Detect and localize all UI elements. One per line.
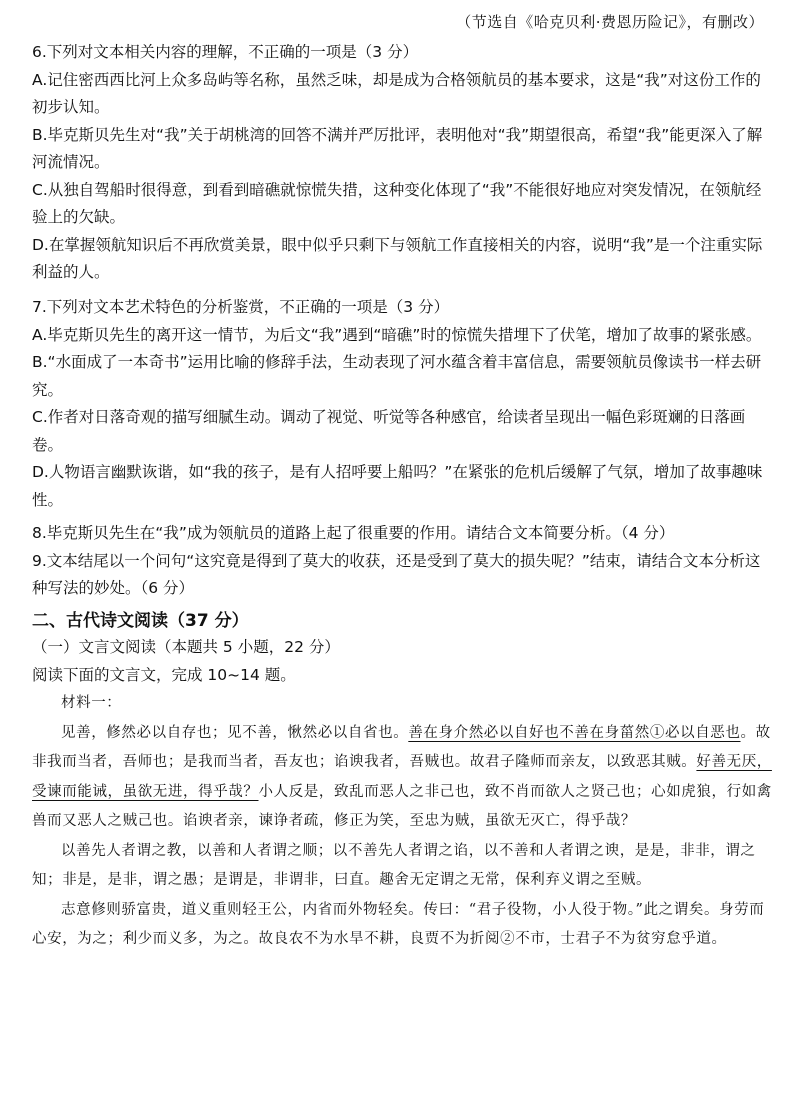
source-note: （节选自《哈克贝利·费恩历险记》，有删改） — [456, 13, 764, 31]
question-6 — [32, 39, 772, 287]
question-6-option-a: A.记住密西西比河上众多岛屿等名称，虽然乏味，却是成为合格领航员的基本要求，这是“我”对这份工作的初步认知。 — [32, 70, 761, 116]
question-7-option-c: C.作者对日落奇观的描写细腻生动。调动了视觉、听觉等各种感官，给读者呈现出一幅色彩斑斓的日落画卷。 — [32, 408, 746, 454]
passage-paragraph-2: 以善先人者谓之教，以善和人者谓之顺；以不善先人者谓之谄，以不善和人者谓之谀，是是，非非，谓之知；非是，是非，谓之愚；是谓是，非谓非，曰直。趣舍无定谓之无常，保利弃义谓之至贼。 — [32, 842, 756, 888]
classical-passage — [32, 689, 772, 955]
passage-paragraph-3: 志意修则骄富贵，道义重则轻王公，内省而外物轻矣。传曰：“君子役物，小人役于物。”此之谓矣。身劳而心安，为之；利少而义多，为之。故良农不为水旱不耕，良贾不为折阅②不市，士君子不为贫穷怠乎道。 — [32, 901, 765, 947]
question-6-stem: 6.下列对文本相关内容的理解，不正确的一项是（3 分） — [32, 43, 419, 61]
question-9: 9.文本结尾以一个问句“这究竟是得到了莫大的收获，还是受到了莫大的损失呢？”结束，请结合文本分析这种写法的妙处。（6 分） — [32, 551, 761, 597]
question-7-stem: 7.下列对文本艺术特色的分析鉴赏，不正确的一项是（3 分） — [32, 298, 450, 316]
passage-text: 见善，修然必以自存也；见不善，愀然必以自省也。 — [61, 724, 409, 741]
section-instructions — [32, 634, 772, 689]
question-7-option-b: B.“水面成了一本奇书”运用比喻的修辞手法，生动表现了河水蕴含着丰富信息，需要领航员像读书一样去研究。 — [32, 353, 762, 399]
underlined-sentence-1: 善在身介然必以自好也不善在身菑然①必以自恶也 — [408, 724, 741, 741]
question-6-option-b: B.毕克斯贝先生对“我”关于胡桃湾的回答不满并严厉批评，表明他对“我”期望很高，希望“我”能更深入了解河流情况。 — [32, 125, 763, 171]
question-8-9 — [32, 520, 772, 603]
material-label: 材料一： — [61, 695, 122, 711]
passage-text: 小人反是，致乱而恶人之非己也，致不肖而欲人之贤己也；心如虎狼，行如禽兽而又恶人之贼己也。谄谀者亲，谏诤者疏，修正为笑，至忠为贼，虽欲无灭亡，得乎哉？ — [32, 783, 772, 829]
section-title: 二、古代诗文阅读（37 分） — [32, 611, 249, 631]
subsection-title: （一）文言文阅读（本题共 5 小题，22 分） — [32, 638, 340, 656]
question-6-option-d: D.在掌握领航知识后不再欣赏美景，眼中似乎只剩下与领航工作直接相关的内容，说明“我”是一个注重实际利益的人。 — [32, 235, 763, 281]
underlined-sentence-2: 好善无厌，受谏而能诫，虽欲无进，得乎哉？ — [32, 754, 772, 800]
passage-paragraph-1 — [32, 719, 772, 837]
question-8: 8.毕克斯贝先生在“我”成为领航员的道路上起了很重要的作用。请结合文本简要分析。（4 分） — [32, 524, 675, 542]
reading-instruction: 阅读下面的文言文，完成 10~14 题。 — [32, 665, 296, 684]
question-6-option-c: C.从独自驾船时很得意，到看到暗礁就惊慌失措，这种变化体现了“我”不能很好地应对突发情况，在领航经验上的欠缺。 — [32, 180, 762, 226]
question-7-option-d: D.人物语言幽默诙谐，如“我的孩子，是有人招呼要上船吗？”在紧张的危机后缓解了气氛，增加了故事趣味性。 — [32, 463, 763, 509]
passage-text: 。故非我而当者，吾师也；是我而当者，吾友也；谄谀我者，吾贼也。故君子隆师而亲友，以致恶其贼。 — [32, 724, 771, 770]
question-7 — [32, 294, 772, 514]
question-7-option-a: A.毕克斯贝先生的离开这一情节，为后文“我”遇到“暗礁”时的惊慌失措埋下了伏笔，增加了故事的紧张感。 — [32, 325, 762, 344]
